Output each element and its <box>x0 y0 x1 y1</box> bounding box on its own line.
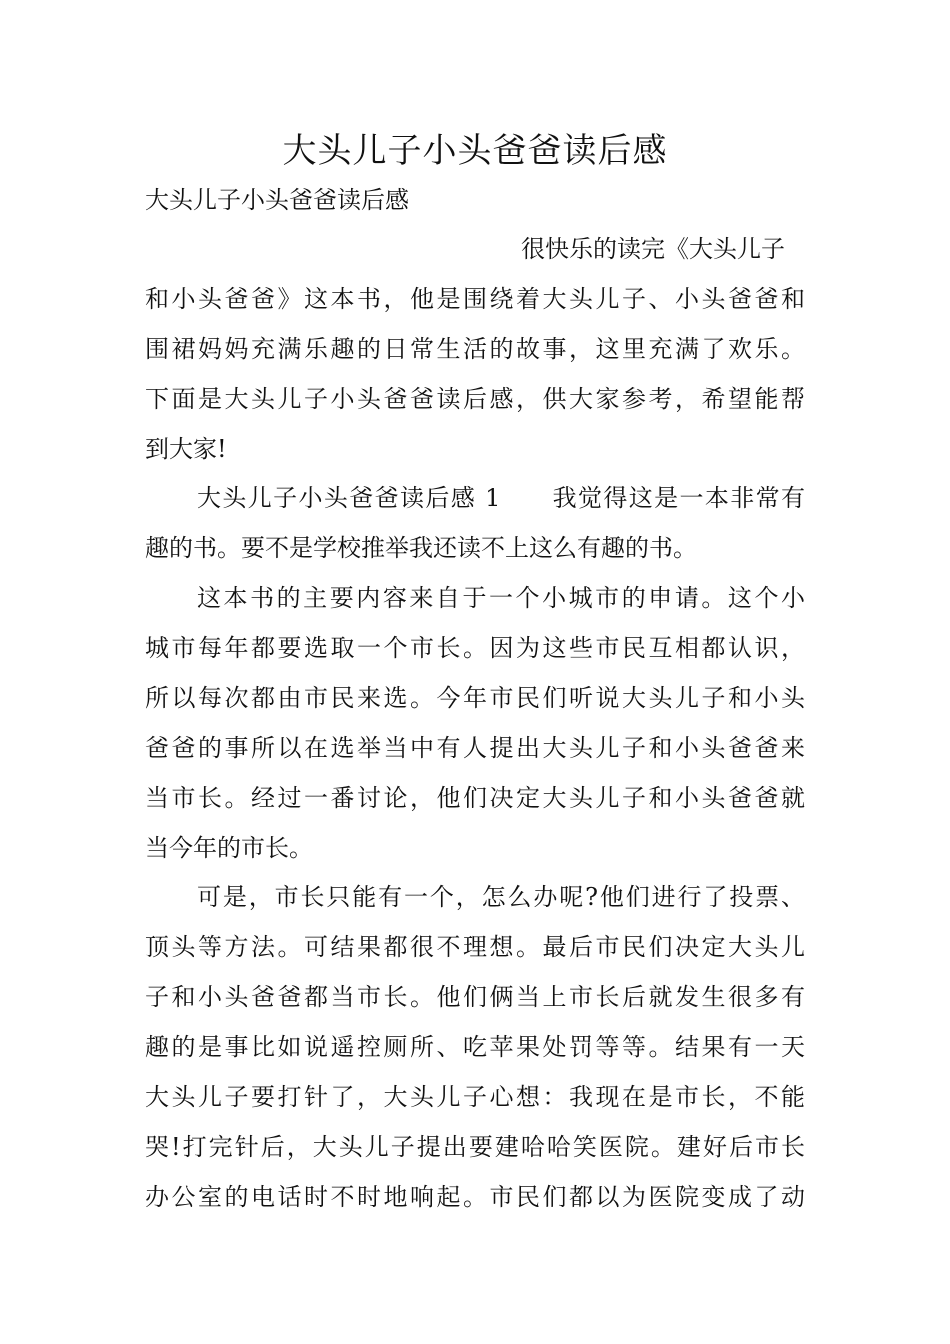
text-line: 这本书的主要内容来自于一个小城市的申请。这个小 <box>197 584 805 612</box>
text-line: 子和小头爸爸都当市长。他们俩当上市长后就发生很多有 <box>145 983 805 1011</box>
text-line: 围裙妈妈充满乐趣的日常生活的故事，这里充满了欢乐。 <box>145 335 805 363</box>
text-line: 大头儿子要打针了，大头儿子心想：我现在是市长，不能 <box>145 1083 805 1111</box>
text-line: 当市长。经过一番讨论，他们决定大头儿子和小头爸爸就 <box>145 784 805 812</box>
text-line: 趣的书。要不是学校推举我还读不上这么有趣的书。 <box>145 534 697 562</box>
text-line: 趣的是事比如说遥控厕所、吃苹果处罚等等。结果有一天 <box>145 1033 805 1061</box>
text-line: 可是，市长只能有一个，怎么办呢?他们进行了投票、 <box>197 883 805 911</box>
text-line: 下面是大头儿子小头爸爸读后感，供大家参考，希望能帮 <box>145 385 805 413</box>
document-subtitle: 大头儿子小头爸爸读后感 <box>145 186 409 214</box>
text-line: 办公室的电话时不时地响起。市民们都以为医院变成了动 <box>145 1183 805 1211</box>
text-line: 很快乐的读完《大头儿子 <box>521 235 785 263</box>
text-line: 顶头等方法。可结果都很不理想。最后市民们决定大头儿 <box>145 933 805 961</box>
document-title: 大头儿子小头爸爸读后感 <box>282 131 668 171</box>
text-line: 到大家! <box>145 435 227 463</box>
text-line: 大头儿子小头爸爸读后感 1 我觉得这是一本非常有 <box>197 484 805 512</box>
text-line: 城市每年都要选取一个市长。因为这些市民互相都认识， <box>145 634 805 662</box>
text-line: 哭!打完针后，大头儿子提出要建哈哈笑医院。建好后市长 <box>145 1133 805 1161</box>
text-line: 和小头爸爸》这本书，他是围绕着大头儿子、小头爸爸和 <box>145 285 805 313</box>
text-line: 当今年的市长。 <box>145 834 313 862</box>
text-line: 所以每次都由市民来选。今年市民们听说大头儿子和小头 <box>145 684 805 712</box>
text-line: 爸爸的事所以在选举当中有人提出大头儿子和小头爸爸来 <box>145 734 805 762</box>
